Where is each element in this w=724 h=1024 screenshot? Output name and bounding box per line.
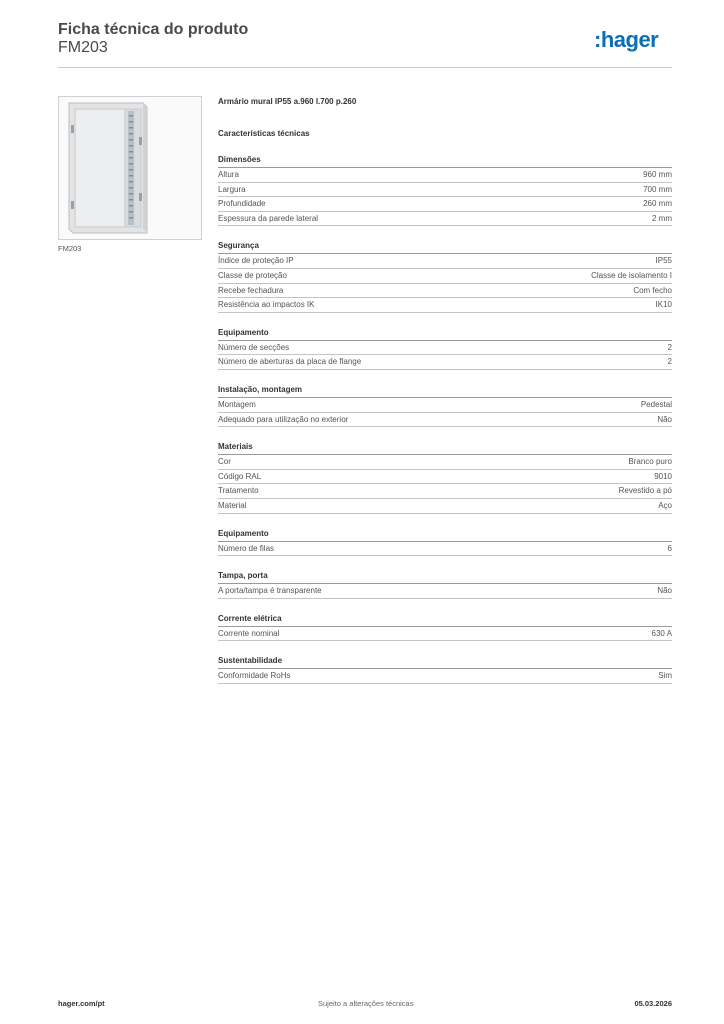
- spec-group: [218, 154, 672, 226]
- header-divider: [58, 67, 672, 68]
- spec-row: [218, 197, 672, 212]
- spec-row: [218, 584, 672, 599]
- spec-label: Adequado para utilização no exterior: [218, 414, 349, 424]
- spec-value: Aço: [658, 500, 672, 510]
- spec-row: [218, 455, 672, 470]
- footer-note: Sujeito a alterações técnicas: [318, 999, 414, 1008]
- spec-label: Montagem: [218, 399, 256, 409]
- spec-label: Código RAL: [218, 471, 262, 481]
- spec-value: 2 mm: [652, 213, 672, 223]
- spec-label: Material: [218, 500, 247, 510]
- spec-group: [218, 613, 672, 642]
- spec-value: 6: [667, 543, 672, 553]
- group-title: Tampa, porta: [218, 570, 672, 584]
- spec-value: Não: [657, 414, 672, 424]
- footer-website: hager.com/pt: [58, 999, 105, 1008]
- group-title: Dimensões: [218, 154, 672, 168]
- spec-value: Sim: [658, 671, 672, 681]
- spec-row: [218, 484, 672, 499]
- spec-value: Com fecho: [633, 285, 672, 295]
- spec-row: [218, 413, 672, 428]
- spec-row: [218, 470, 672, 485]
- footer-date: 05.03.2026: [634, 999, 672, 1008]
- spec-row: [218, 183, 672, 198]
- group-title: Segurança: [218, 240, 672, 254]
- spec-value: Pedestal: [640, 399, 672, 409]
- spec-group: [218, 384, 672, 427]
- group-title: Materiais: [218, 441, 672, 455]
- spec-value: 260 mm: [643, 199, 672, 209]
- spec-group: [218, 655, 672, 684]
- spec-label: Tratamento: [218, 486, 259, 496]
- spec-value: 2: [667, 342, 672, 352]
- spec-row: [218, 627, 672, 642]
- spec-label: Cor: [218, 457, 231, 467]
- spec-row: [218, 168, 672, 183]
- spec-row: [218, 499, 672, 514]
- spec-label: Índice de proteção IP: [218, 256, 294, 266]
- spec-value: Classe de isolamento I: [591, 270, 672, 280]
- spec-row: [218, 212, 672, 227]
- spec-value: 9010: [654, 471, 672, 481]
- group-title: Equipamento: [218, 528, 672, 542]
- product-image: [58, 96, 202, 240]
- product-code: FM203: [58, 39, 108, 56]
- spec-row: [218, 298, 672, 313]
- cabinet-illustration: [59, 97, 201, 239]
- section-title: Características técnicas: [218, 129, 310, 138]
- spec-value: Não: [657, 586, 672, 596]
- spec-value: IP55: [655, 256, 672, 266]
- spec-row: [218, 254, 672, 269]
- spec-label: Profundidade: [218, 199, 266, 209]
- svg-text::hager: :hager: [594, 28, 659, 52]
- spec-value: 700 mm: [643, 184, 672, 194]
- spec-label: Número de filas: [218, 543, 275, 553]
- spec-label: Corrente nominal: [218, 628, 280, 638]
- spec-label: Largura: [218, 184, 246, 194]
- spec-value: Revestido a pó: [618, 486, 672, 496]
- spec-sheet: [218, 96, 672, 684]
- group-title: Sustentabilidade: [218, 655, 672, 669]
- product-name: Armário mural IP55 a.960 l.700 p.260: [218, 97, 357, 106]
- spec-row: [218, 341, 672, 356]
- spec-group: [218, 570, 672, 599]
- spec-value: IK10: [655, 300, 672, 310]
- spec-groups: [218, 154, 672, 684]
- group-title: Equipamento: [218, 327, 672, 341]
- group-title: Corrente elétrica: [218, 613, 672, 627]
- spec-row: [218, 542, 672, 557]
- image-caption: FM203: [58, 244, 82, 253]
- group-title: Instalação, montagem: [218, 384, 672, 398]
- hager-logo: [594, 28, 674, 54]
- spec-value: 960 mm: [643, 170, 672, 179]
- spec-label: A porta/tampa é transparente: [218, 586, 322, 596]
- spec-row: [218, 284, 672, 299]
- spec-label: Número de aberturas da placa de flange: [218, 357, 362, 367]
- spec-row: [218, 398, 672, 413]
- spec-group: [218, 240, 672, 312]
- spec-label: Número de secções: [218, 342, 290, 352]
- spec-label: Altura: [218, 170, 239, 179]
- spec-label: Resistência ao impactos IK: [218, 300, 315, 310]
- spec-value: Branco puro: [628, 457, 672, 467]
- spec-row: [218, 269, 672, 284]
- spec-group: [218, 441, 672, 513]
- spec-label: Classe de proteção: [218, 270, 287, 280]
- spec-row: [218, 669, 672, 684]
- spec-value: 2: [667, 357, 672, 367]
- spec-label: Conformidade RoHs: [218, 671, 291, 681]
- spec-row: [218, 355, 672, 370]
- spec-label: Espessura da parede lateral: [218, 213, 319, 223]
- spec-group: [218, 327, 672, 370]
- spec-label: Recebe fechadura: [218, 285, 284, 295]
- spec-value: 630 A: [651, 628, 672, 638]
- page-title: Ficha técnica do produto: [58, 21, 249, 38]
- spec-group: [218, 528, 672, 557]
